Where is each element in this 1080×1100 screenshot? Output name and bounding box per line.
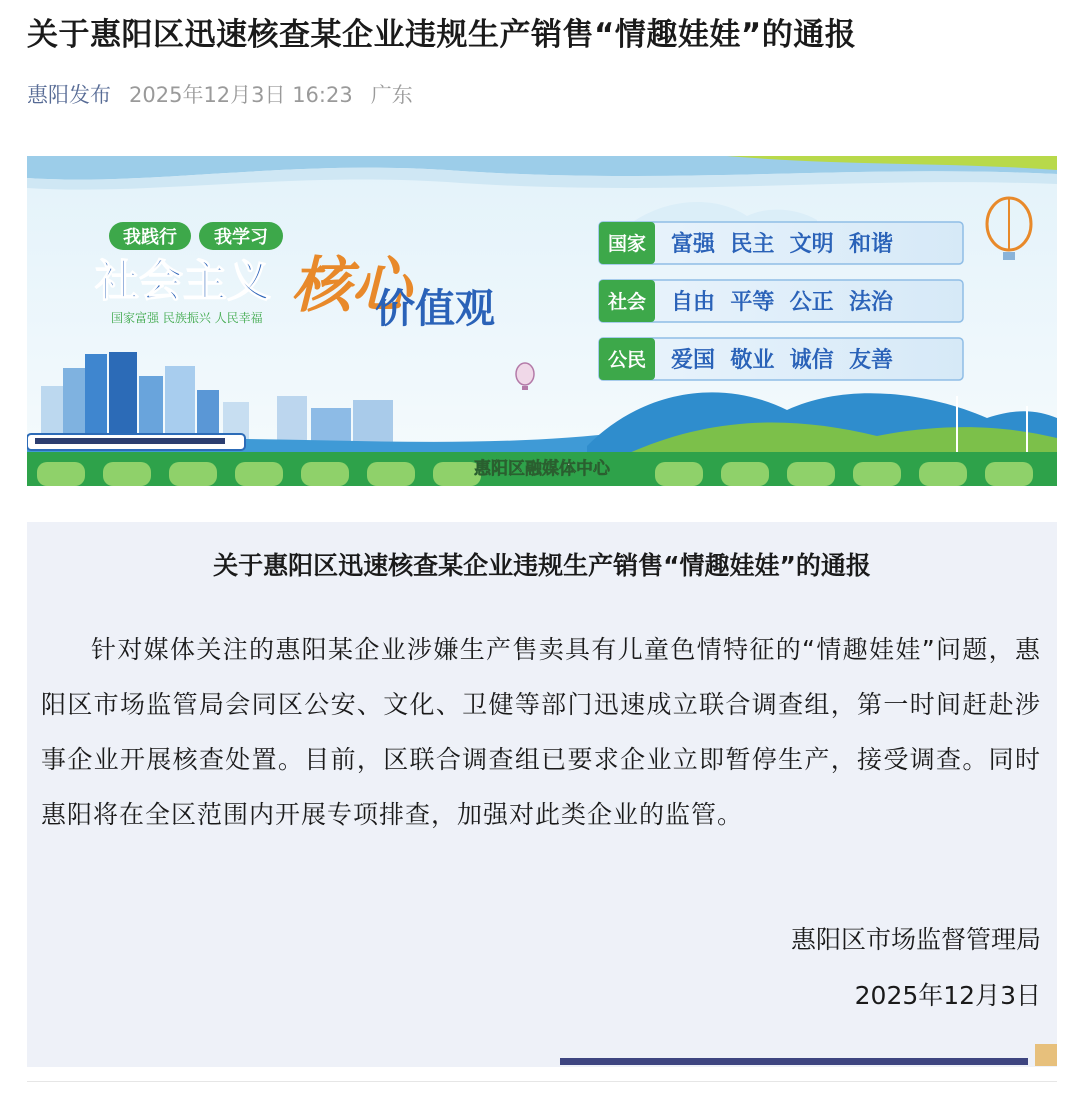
banner-image [27,156,1057,486]
values-items-citizen: 爱国 敬业 诚信 友善 [671,348,893,373]
values-items-country: 富强 民主 文明 和谐 [671,232,893,257]
notice-card [27,522,1057,1067]
banner-footer: 惠阳区融媒体中心 [474,459,610,479]
values-label-citizen: 公民 [607,349,647,371]
values-row-citizen [599,338,963,380]
notice-date: 2025年12月3日 [854,981,1041,1010]
badge-practice: 我践行 [123,227,177,248]
notice-title: 关于惠阳区迅速核查某企业违规生产销售“情趣娃娃”的通报 [213,551,871,580]
values-items-society: 自由 平等 公正 法治 [671,290,893,315]
decorative-bar [560,1058,1028,1065]
publish-time: 2025年12月3日 16:23 [129,83,353,107]
account-name-link[interactable]: 惠阳发布 [27,83,111,107]
slogan-values: 价值观 [375,286,495,332]
bottom-divider [27,1081,1057,1082]
badge-learn: 我学习 [214,227,268,248]
slogan-core: 核心 [291,251,411,321]
slogan-sub: 国家富强 民族振兴 人民幸福 [111,311,263,325]
article-title: 关于惠阳区迅速核查某企业违规生产销售“情趣娃娃”的通报 [27,17,857,53]
values-label-society: 社会 [607,291,647,313]
slogan-socialism: 社会主义 [95,256,271,307]
values-row-country [599,222,963,264]
decorative-square [1035,1044,1057,1066]
notice-signature: 惠阳区市场监督管理局 [790,925,1041,954]
publish-location: 广东 [370,83,413,107]
notice-body: 针对媒体关注的惠阳某企业涉嫌生产售卖具有儿童色情特征的“情趣娃娃”问题，惠阳区市场监管局会同区公安、文化、卫健等部门迅速成立联合调查组，第一时间赶赴涉事企业开展核查处置。目前，区联合调查组已要求企业立即暂停生产，接受调查。同时惠阳将在全区范围内开展专项排查，加强对此类企业的监管。 [41,635,1041,829]
article-meta [27,79,413,109]
values-row-society [599,280,963,322]
values-label-country: 国家 [607,233,647,255]
